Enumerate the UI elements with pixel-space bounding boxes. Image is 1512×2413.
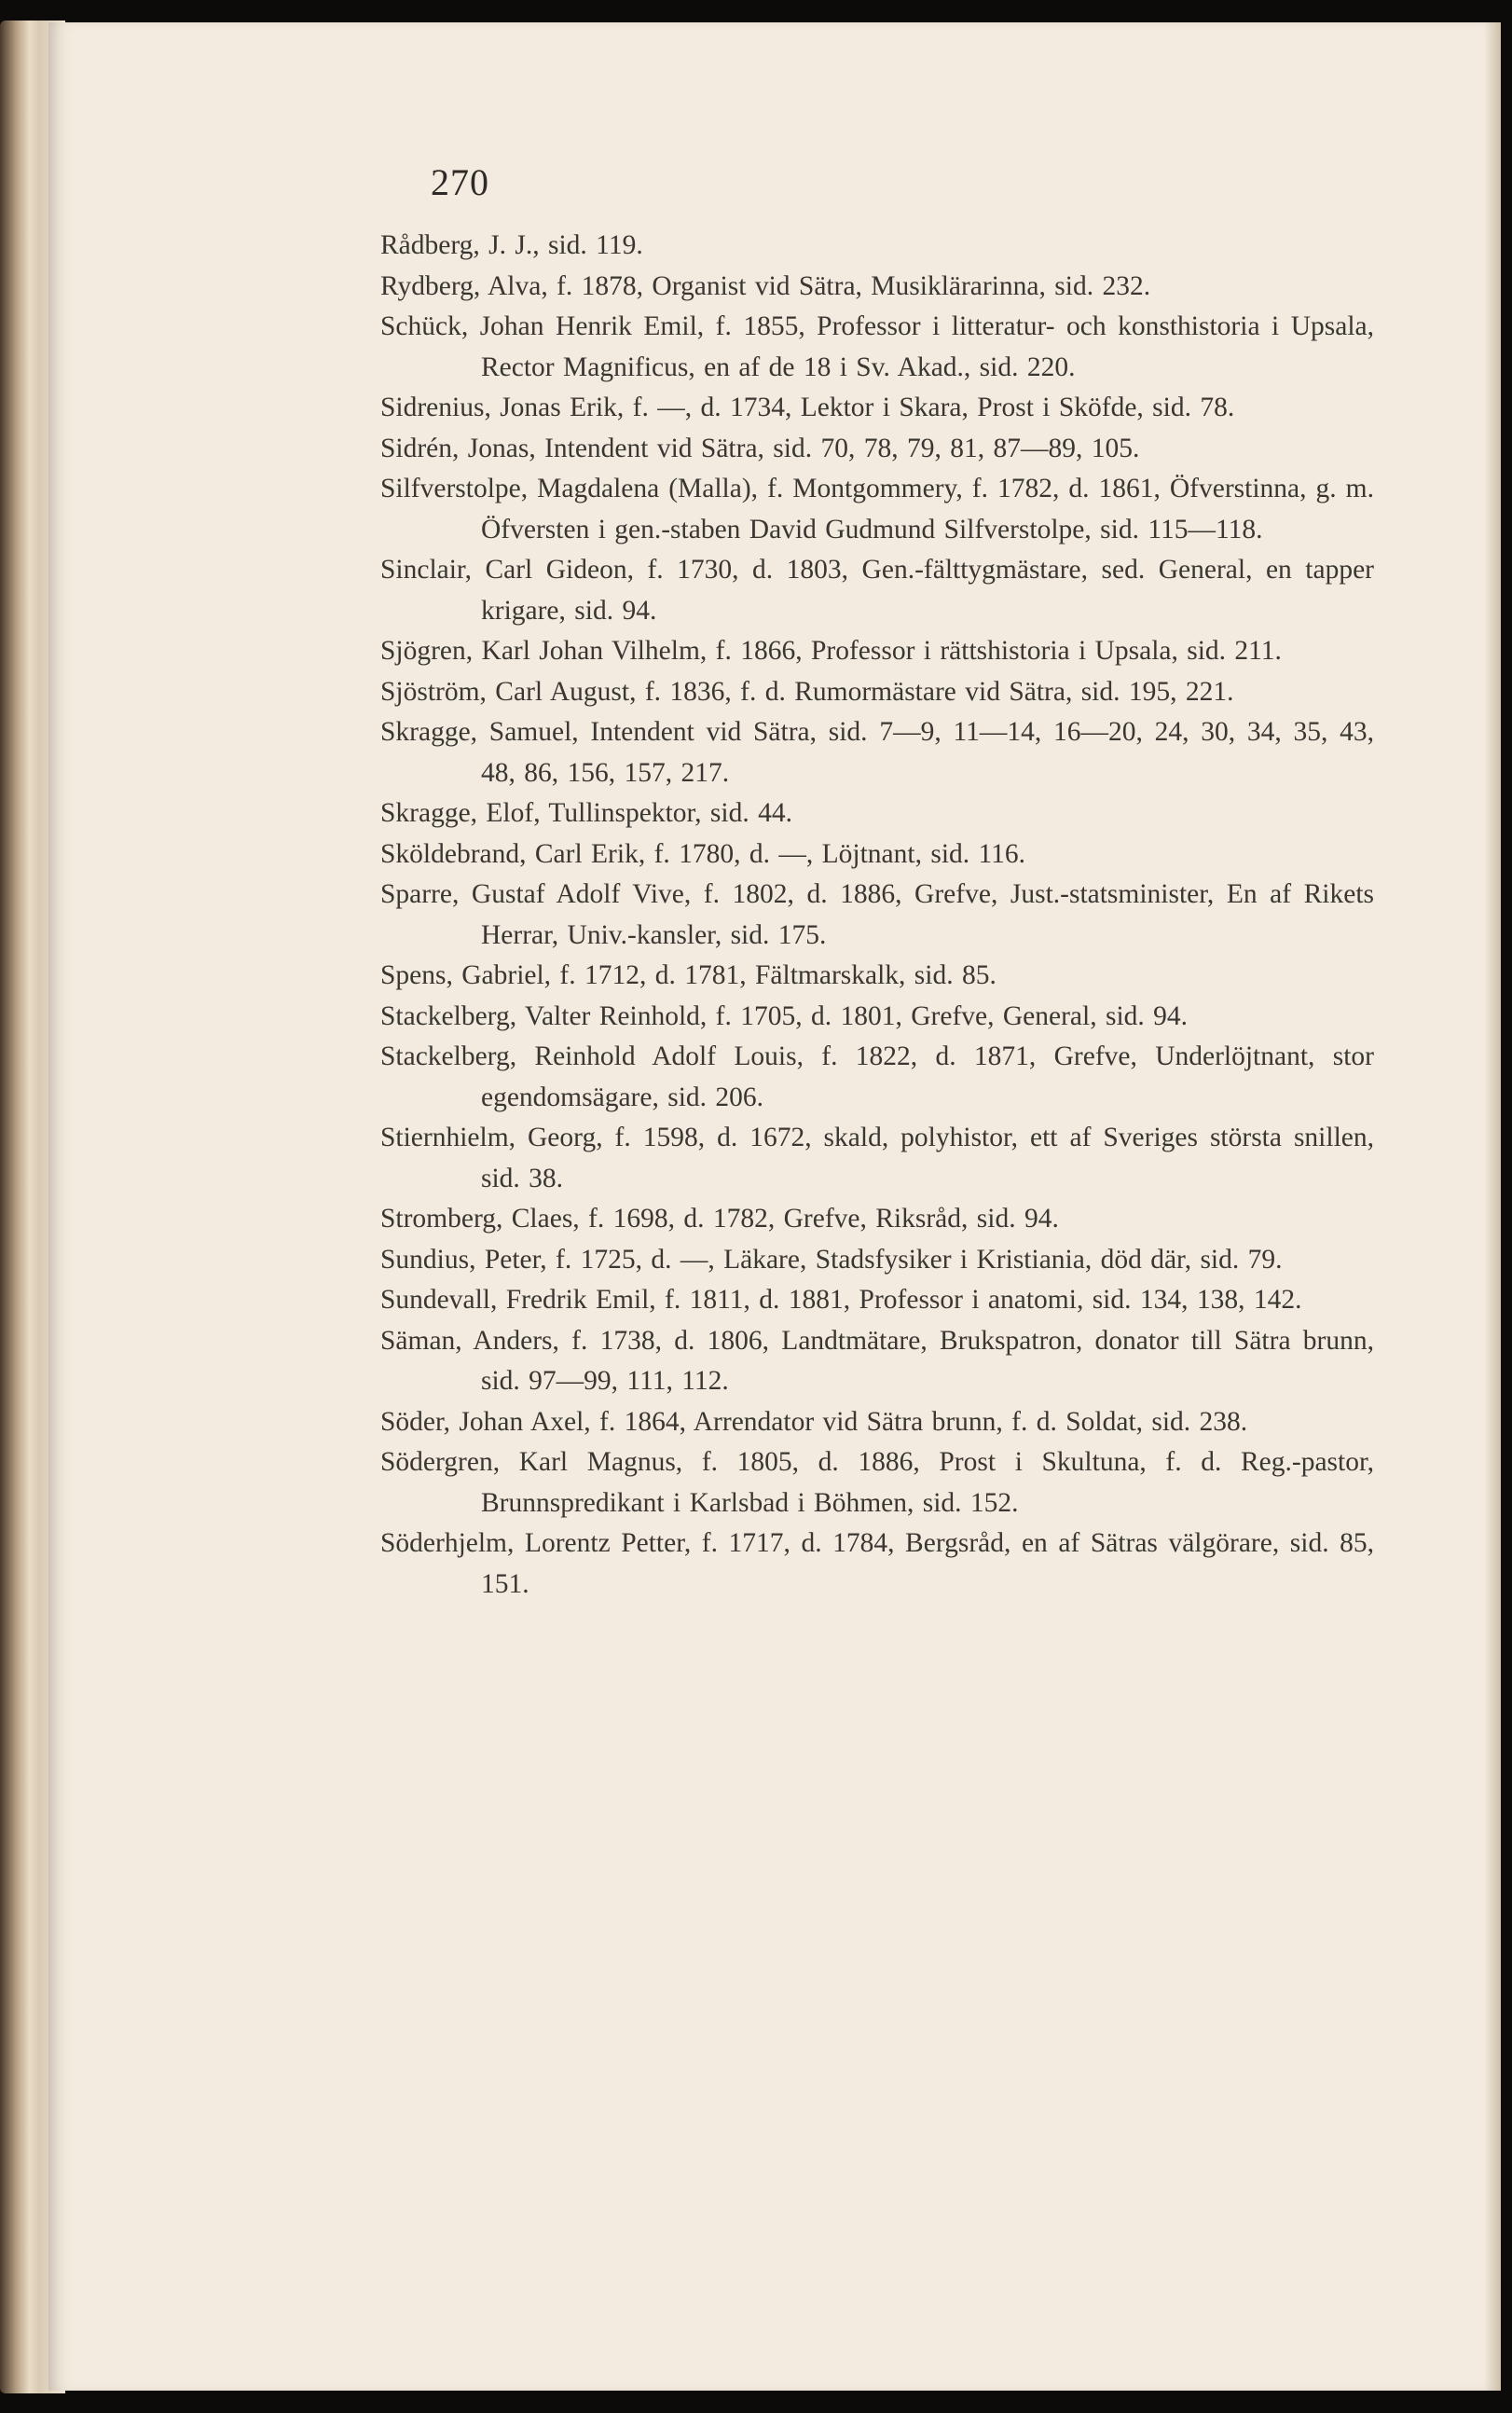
index-entry: Sidrenius, Jonas Erik, f. —, d. 1734, Lektor i Skara, Prost i Sköfde, sid. 78.	[380, 393, 1235, 422]
index-entry: Sidrén, Jonas, Intendent vid Sätra, sid. 70, 78, 79, 81, 87—89, 105.	[380, 433, 1140, 463]
index-entry: Sjögren, Karl Johan Vilhelm, f. 1866, Professor i rättshistoria i Upsala, sid. 211.	[380, 636, 1282, 666]
index-entry: Sinclair, Carl Gideon, f. 1730, d. 1803, Gen.-fälttygmästare, sed. General, en tapper krigare, sid. 94.	[380, 555, 1374, 626]
index-entry: Säman, Anders, f. 1738, d. 1806, Landtmätare, Brukspatron, donator till Sätra brunn, sid. 97—99, 111, 112.	[380, 1325, 1374, 1396]
index-entry: Stackelberg, Reinhold Adolf Louis, f. 1822, d. 1871, Grefve, Underlöjtnant, stor egendomsägare, sid. 206.	[380, 1041, 1374, 1112]
index-entry: Stackelberg, Valter Reinhold, f. 1705, d. 1801, Grefve, General, sid. 94.	[380, 1000, 1189, 1031]
index-entry: Spens, Gabriel, f. 1712, d. 1781, Fältmarskalk, sid. 85.	[380, 960, 997, 990]
index-entry-list	[380, 226, 1374, 1605]
page-number: 270	[431, 161, 489, 203]
index-entry: Sundevall, Fredrik Emil, f. 1811, d. 1881, Professor i anatomi, sid. 134, 138, 142.	[380, 1285, 1302, 1315]
index-entry: Rydberg, Alva, f. 1878, Organist vid Sätra, Musiklärarinna, sid. 232.	[380, 270, 1151, 301]
index-entry: Schück, Johan Henrik Emil, f. 1855, Professor i litteratur- och konsthistoria i Upsala, Rector Magnificus, en af de 18 i Sv. Akad., sid. 220.	[380, 311, 1374, 382]
index-entry: Skragge, Elof, Tullinspektor, sid. 44.	[380, 798, 792, 828]
index-entry: Sjöström, Carl August, f. 1836, f. d. Rumormästare vid Sätra, sid. 195, 221.	[380, 676, 1234, 707]
index-entry: Stiernhielm, Georg, f. 1598, d. 1672, skald, polyhistor, ett af Sveriges största snillen, sid. 38.	[380, 1123, 1374, 1193]
index-entry: Silfverstolpe, Magdalena (Malla), f. Montgommery, f. 1782, d. 1861, Öfverstinna, g. m. Öfversten i gen.-staben David Gudmund Silfverstolpe, sid. 115—118.	[380, 474, 1374, 545]
index-entry: Rådberg, J. J., sid. 119.	[380, 230, 643, 260]
page-shadow	[1484, 22, 1501, 2391]
index-entry: Söderhjelm, Lorentz Petter, f. 1717, d. 1784, Bergsråd, en af Sätras välgörare, sid. 85, 151.	[380, 1528, 1374, 1599]
index-entry: Stromberg, Claes, f. 1698, d. 1782, Grefve, Riksråd, sid. 94.	[380, 1204, 1059, 1234]
index-entry: Sundius, Peter, f. 1725, d. —, Läkare, Stadsfysiker i Kristiania, död där, sid. 79.	[380, 1244, 1283, 1275]
index-entry: Södergren, Karl Magnus, f. 1805, d. 1886, Prost i Skultuna, f. d. Reg.-pastor, Brunnspredikant i Karlsbad i Böhmen, sid. 152.	[380, 1447, 1374, 1518]
index-entry: Sköldebrand, Carl Erik, f. 1780, d. —, Löjtnant, sid. 116.	[380, 838, 1026, 869]
index-entry: Skragge, Samuel, Intendent vid Sätra, sid. 7—9, 11—14, 16—20, 24, 30, 34, 35, 43, 48, 86, 156, 157, 217.	[380, 717, 1374, 788]
index-entry: Sparre, Gustaf Adolf Vive, f. 1802, d. 1886, Grefve, Just.-statsminister, En af Rikets Herrar, Univ.-kansler, sid. 175.	[380, 879, 1374, 950]
index-entry: Söder, Johan Axel, f. 1864, Arrendator vid Sätra brunn, f. d. Soldat, sid. 238.	[380, 1406, 1248, 1437]
